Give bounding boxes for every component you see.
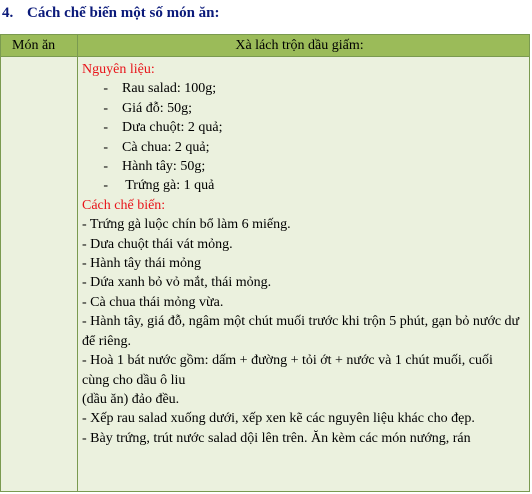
ingredient-item: - Cà chua: 2 quả; [103, 139, 210, 155]
method-step: (dầu ăn) đảo đều. [82, 391, 180, 407]
method-steps [82, 215, 529, 448]
ingredients-title: Nguyên liệu: [82, 62, 155, 77]
method-step: - Xếp rau salad xuống dưới, xếp xen kẽ các nguyên liệu khác cho đẹp. [82, 411, 475, 427]
table-body-row [1, 57, 529, 491]
section-title: Cách chế biến một số món ăn: [27, 4, 220, 21]
dish-name-header: Xà lách trộn dầu giấm: [235, 38, 364, 53]
method-step: - Trứng gà luộc chín bổ làm 6 miếng. [82, 217, 291, 233]
section-number: 4. [2, 4, 14, 21]
ingredient-item: - Hành tây: 50g; [103, 159, 206, 175]
ingredient-item: - Rau salad: 100g; [103, 81, 217, 97]
method-step: - Dứa xanh bỏ vỏ mắt, thái mỏng. [82, 275, 272, 291]
recipe-table [0, 34, 530, 492]
dish-column-cell [1, 57, 78, 491]
recipe-content-cell [78, 57, 529, 491]
method-step: - Cà chua thái mỏng vừa. [82, 294, 224, 310]
ingredient-item: - Giá đỗ: 50g; [103, 100, 192, 116]
method-step: - Dưa chuột thái vát mỏng. [82, 236, 233, 252]
method-step: - Hành tây, giá đỗ, ngâm một chút muối trước khi trộn 5 phút, gạn bỏ nước dư để riêng. [82, 314, 520, 349]
method-step: - Bày trứng, trút nước salad dội lên trên. Ăn kèm các món nướng, rán [82, 430, 471, 446]
method-title: Cách chế biến: [82, 197, 166, 213]
method-step: - Hành tây thái mỏng [82, 256, 201, 272]
method-step: - Hoà 1 bát nước gồm: dấm + đường + tỏi ớt + nước và 1 chút muối, cuối cùng cho dầu ô liu [82, 353, 493, 388]
table-header-row [1, 35, 529, 57]
ingredient-item: - Trứng gà: 1 quả [103, 178, 215, 194]
ingredient-item: - Dưa chuột: 2 quả; [103, 120, 223, 136]
ingredients-list [82, 79, 529, 195]
section-heading [2, 0, 220, 26]
dish-column-header: Món ăn [1, 35, 78, 56]
